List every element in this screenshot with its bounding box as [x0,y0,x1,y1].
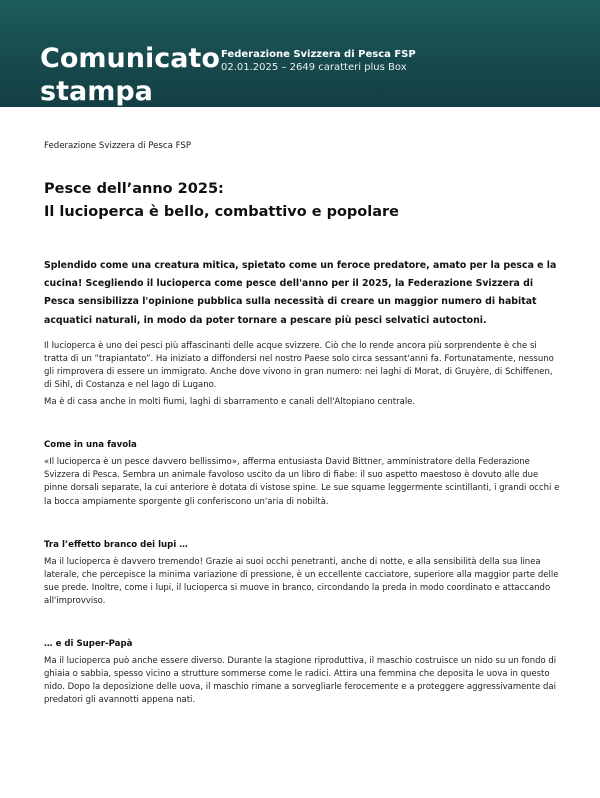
lead-paragraph: Splendido come una creatura mitica, spietato come un feroce predatore, amato per la pesca e la cucina! Scegliendo il lucioperca come pesce dell'anno per il 2025, la Federazione Svizzera di Pesca sensibilizza l'opinione pubblica sulla necessità di creare un maggior numero di habitat acquatici naturali, in modo da poter tornare a pescare più pesci selvatici autoctoni. [44,260,557,326]
page-title: Comunicato stampa [40,43,220,107]
header-organization: Federazione Svizzera di Pesca FSP [221,49,416,60]
header-date-info: 02.01.2025 – 2649 caratteri plus Box [221,62,407,73]
section-heading-2: Tra l’effetto branco dei lupi … [44,539,188,550]
section-paragraph-2: Ma il lucioperca è davvero tremendo! Grazie ai suoi occhi penetranti, anche di notte, e alla sensibilità della sua linea laterale, che percepisce la minima variazione di pressione, è un eccellente cacciatore, superiore alla maggior parte delle sue prede. Inoltre, come i lupi, il lucioperca si muove in branco, circondando la preda in modo coordinato e attaccando all'improvviso. [44,556,559,606]
intro-paragraph-1: Il lucioperca è uno dei pesci più affascinanti delle acque svizzere. Ciò che lo rende ancora più sorprendente è che si tratta di un “trapiantato”. Ha iniziato a diffondersi nel nostro Paese solo circa sessant'anni fa. Fortunatamente, nessuno gli rimprovera di essere un immigrato. Anche dove vivono in gran numero: nei laghi di Morat, di Gruyère, di Schiffenen, di Sihl, di Costanza e nel lago di Lugano. [44,340,554,391]
headline-line-2: Il lucioperca è bello, combattivo e popolare [44,204,400,220]
section-heading-3: … e di Super-Papà [44,639,133,650]
headline [44,178,560,224]
section-paragraph-1: «Il lucioperca è un pesce davvero bellissimo», afferma entusiasta David Bittner, amministratore della Federazione Svizzera di Pesca. Sembra un animale favoloso uscito da un libro di fiabe: il suo aspetto maestoso è dovuto alle due pinne dorsali separate, la cui anteriore è dotata di vistose spine. Le sue squame leggermente scintillanti, i grandi occhi e la bocca ampiamente sporgente gli conferiscono un'aria di nobiltà. [44,457,560,507]
document-body [44,140,560,706]
section-paragraph-3: Ma il lucioperca può anche essere diverso. Durante la stagione riproduttiva, il maschio costruisce un nido su un fondo di ghiaia o sabbia, spesso vicino a strutture sommerse come le radici. Attira una femmina che deposita le uova in questo nido. Dopo la deposizione delle uova, il maschio rimane a sorvegliarle ferocemente e a proteggere aggressivamente dai predatori gli avannotti appena nati. [44,656,557,706]
section-heading-1: Come in una favola [44,440,137,451]
header-banner [0,0,600,107]
intro-paragraph-2: Ma è di casa anche in molti fiumi, laghi di sbarramento e canali dell'Altopiano centrale. [44,397,416,408]
headline-line-1: Pesce dell’anno 2025: [44,181,224,197]
organization-line: Federazione Svizzera di Pesca FSP [44,141,192,151]
header-meta [221,48,416,74]
